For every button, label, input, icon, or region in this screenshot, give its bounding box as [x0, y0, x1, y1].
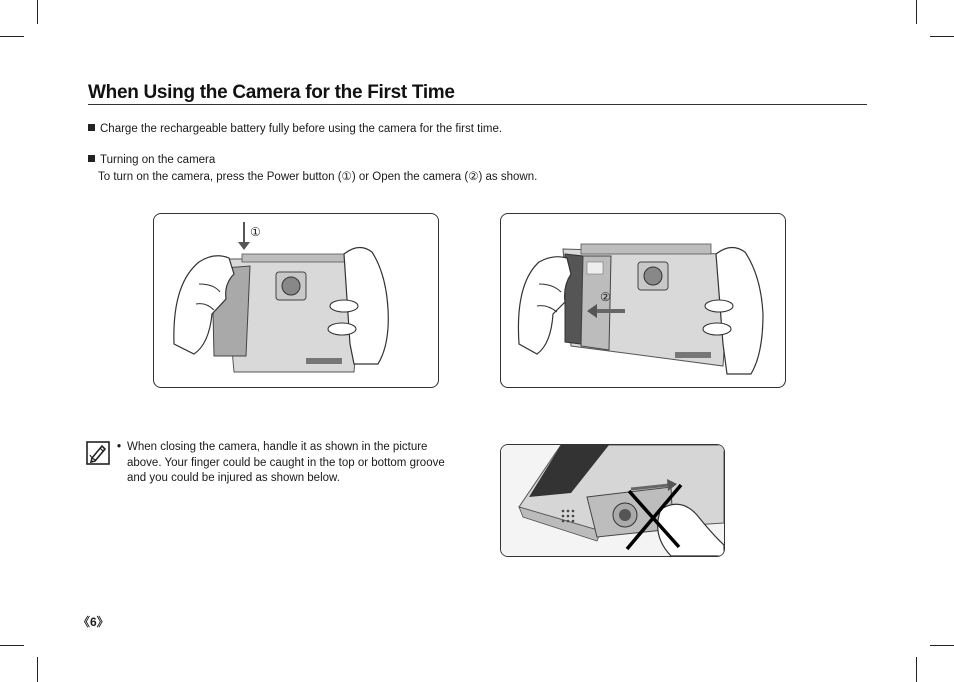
crop-mark: [916, 657, 917, 682]
finger-caught-illustration: [501, 445, 724, 556]
figure-open-camera: [500, 213, 786, 388]
page-title: When Using the Camera for the First Time: [88, 82, 455, 103]
crop-mark: [930, 36, 954, 37]
bullet-turning-on: [88, 152, 215, 168]
note-bullet: •: [117, 441, 122, 453]
square-bullet-icon: [88, 155, 95, 162]
crop-mark: [930, 645, 954, 646]
note-line: above. Your finger could be caught in the top or bottom groove: [127, 456, 445, 469]
crop-mark: [916, 0, 917, 24]
bullet-charge-text: Charge the rechargeable battery fully before using the camera for the first time.: [100, 123, 503, 135]
crop-mark: [37, 657, 38, 682]
bullet-turning-on-title: Turning on the camera: [100, 154, 216, 166]
note-line: When closing the camera, handle it as shown in the picture: [127, 441, 428, 453]
figure-step1-marker: ①: [250, 225, 261, 239]
camera-power-illustration: [154, 214, 438, 387]
turning-on-instructions: To turn on the camera, press the Power button (①) or Open the camera (②) as shown.: [98, 171, 538, 183]
step2-marker: ②: [468, 171, 479, 183]
crop-mark: [0, 36, 24, 37]
figure-finger-caught-warning: [500, 444, 725, 557]
note-line: and you could be injured as shown below.: [127, 472, 340, 484]
crop-mark: [0, 645, 24, 646]
camera-open-illustration: [501, 214, 785, 387]
figure-step2-marker: ②: [600, 290, 611, 304]
square-bullet-icon: [88, 124, 95, 131]
title-underline: [88, 104, 867, 105]
step1-marker: ①: [341, 171, 352, 183]
crop-mark: [37, 0, 38, 24]
page-number: 《6》: [78, 615, 109, 629]
figure-press-power-button: [153, 213, 439, 388]
note-pencil-icon: [86, 441, 110, 465]
bullet-charge-battery: [88, 121, 502, 137]
